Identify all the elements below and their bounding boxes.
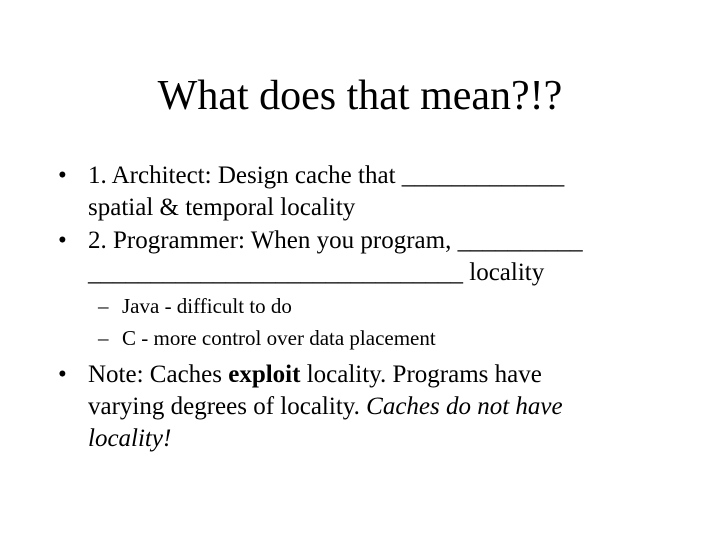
- bullet-note: [58, 359, 698, 455]
- dash-icon: –: [98, 326, 109, 350]
- bullet-line: ______________________________ locality: [88, 259, 545, 286]
- bullet-line: 1. Architect: Design cache that _____________: [88, 162, 565, 189]
- sub-bullet-java: [98, 292, 698, 320]
- bullet-line: [88, 359, 542, 391]
- sub-bullet-c: [98, 324, 698, 352]
- emphasis-locality: locality!: [88, 425, 172, 452]
- bullet-architect: [58, 160, 698, 224]
- dash-icon: –: [98, 294, 109, 318]
- note-text: locality. Programs have: [300, 361, 542, 388]
- bullet-dot-icon: •: [58, 162, 67, 189]
- bullet-line: spatial & temporal locality: [88, 194, 356, 221]
- sub-bullet-text: C - more control over data placement: [122, 326, 436, 350]
- bullet-line: [88, 391, 563, 423]
- note-text: Note: Caches: [88, 361, 229, 388]
- bullet-line: 2. Programmer: When you program, __________: [88, 227, 583, 254]
- bullet-line: [88, 423, 171, 455]
- sub-bullet-text: Java - difficult to do: [122, 294, 292, 318]
- bullet-programmer: [58, 225, 698, 289]
- note-text: varying degrees of locality.: [88, 393, 367, 420]
- bullet-dot-icon: •: [58, 227, 67, 254]
- slide-title: What does that mean?!?: [157, 73, 563, 119]
- bullet-dot-icon: •: [58, 361, 67, 388]
- emphasis-caches: Caches do not have: [366, 393, 563, 420]
- emphasis-exploit: exploit: [228, 361, 301, 388]
